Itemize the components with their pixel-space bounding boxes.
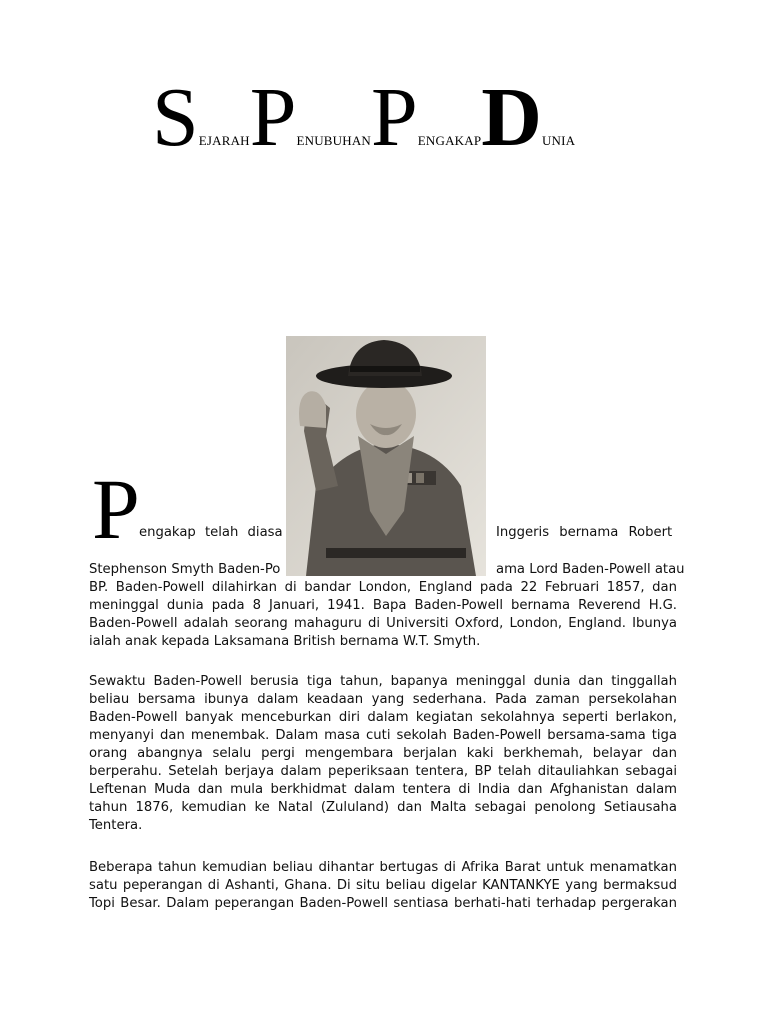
para1-line4: meninggal dunia pada 8 Januari, 1941. Bapa Baden-Powell bernama Reverend H.G.: [89, 598, 677, 613]
para2-line8: tahun 1876, kemudian ke Natal (Zululand) dan Malta sebagai penolong Setiausaha: [89, 800, 677, 815]
scout-portrait-image: [286, 336, 486, 576]
para2-line7: Leftenan Muda dan mula berkhidmat dalam tentera di India dan Afghanistan dalam: [89, 782, 677, 797]
para2-line9: Tentera.: [89, 818, 143, 833]
para1-line2-left: Stephenson Smyth Baden-Po: [89, 562, 281, 577]
para1-line3: BP. Baden-Powell dilahirkan di bandar London, England pada 22 Februari 1857, dan: [89, 580, 677, 595]
para2-line6: berperahu. Setelah berjaya dalam peperiksaan tentera, BP telah ditauliahkan sebagai: [89, 764, 677, 779]
title-initial-p1: P: [249, 71, 297, 164]
page-title: [152, 71, 576, 164]
para2-line2: beliau bersama ibunya dalam keadaan yang sederhana. Pada zaman persekolahan: [89, 692, 677, 707]
drop-cap: P: [92, 461, 140, 557]
para2-line3: Baden-Powell banyak menceburkan diri dalam kegiatan sekolahnya seperti berlakon,: [89, 710, 677, 725]
title-initial-p2: P: [371, 71, 418, 164]
title-word-sejarah: EJARAH: [198, 133, 250, 148]
para1-line5: Baden-Powell adalah seorang mahaguru di Universiti Oxford, London, England. Ibunya: [89, 616, 677, 631]
para3-line2: satu peperangan di Ashanti, Ghana. Di situ beliau digelar KANTANKYE yang bermaksud: [89, 878, 677, 893]
portrait-photo: [286, 336, 486, 576]
para1-line6: ialah anak kepada Laksamana British bernama W.T. Smyth.: [89, 634, 481, 649]
para2-line4: menyanyi dan menembak. Dalam masa cuti sekolah Baden-Powell bersama-sama tiga: [89, 728, 677, 743]
para2-line5: orang abangnya selalu pergi mengembara berjalan kaki berkhemah, belayar dan: [89, 746, 677, 761]
para3-line3: Topi Besar. Dalam peperangan Baden-Powell sentiasa berhati-hati terhadap pergerakan: [89, 896, 677, 911]
title-initial-d: D: [481, 71, 542, 164]
title-word-pengakap: ENGAKAP: [417, 133, 482, 148]
para1-line2-right: ama Lord Baden-Powell atau: [496, 562, 685, 577]
title-word-dunia: UNIA: [541, 133, 576, 148]
title-word-penubuhan: ENUBUHAN: [296, 133, 372, 148]
title-initial-s: S: [152, 71, 199, 164]
para3-line1: Beberapa tahun kemudian beliau dihantar bertugas di Afrika Barat untuk menamatkan: [89, 860, 677, 875]
para1-line1-left: engakap telah diasa: [139, 525, 283, 540]
para1-line1-right: Inggeris bernama Robert: [496, 525, 673, 540]
para2-line1: Sewaktu Baden-Powell berusia tiga tahun, bapanya meninggal dunia dan tinggallah: [89, 674, 677, 689]
